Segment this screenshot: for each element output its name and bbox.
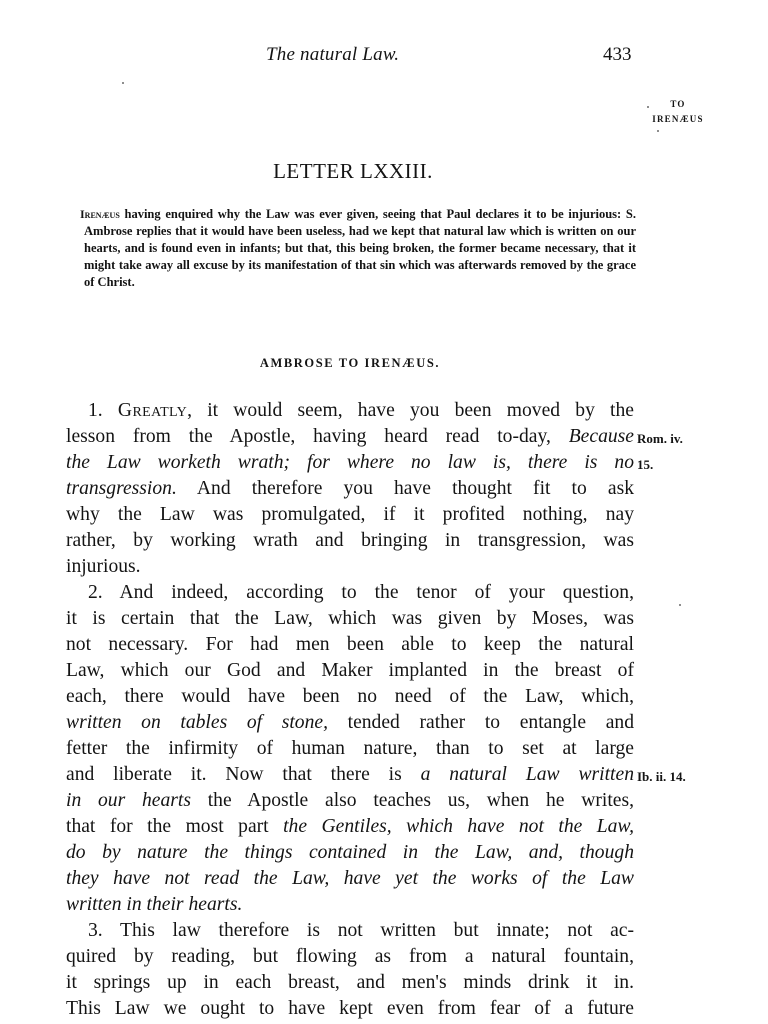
letter-address-heading: AMBROSE TO IRENÆUS. <box>259 356 441 370</box>
body-phrase: lesson from the Apostle, having heard read to-day, <box>66 426 569 447</box>
body-phrase: not necessary. For had men been able to keep the natural <box>66 634 634 655</box>
running-title: The natural Law. <box>266 44 400 65</box>
italic-phrase: a natural Law written <box>420 764 634 785</box>
italic-phrase: written on tables of stone, <box>66 712 328 733</box>
letter-summary <box>68 206 636 291</box>
body-phrase: fetter the infirmity of human nature, than to set at large <box>66 738 634 759</box>
body-line <box>66 424 634 450</box>
body-phrase: 2. And indeed, according to the tenor of your question, <box>88 582 634 603</box>
body-line <box>66 814 634 840</box>
body-line <box>66 736 634 762</box>
italic-phrase: the Gentiles, which have not the Law, <box>283 816 634 837</box>
body-line <box>66 398 634 424</box>
body-line <box>66 944 634 970</box>
body-phrase: This Law we ought to have kept even from fear of a future <box>66 998 634 1019</box>
body-phrase: the Apostle also teaches us, when he writes, <box>190 790 635 811</box>
body-phrase: it springs up in each breast, and men's minds drink it in. <box>66 972 634 993</box>
body-line <box>66 528 634 554</box>
body-phrase: Law, which our God and Maker implanted in the breast of <box>66 660 634 681</box>
body-phrase: that for the most part <box>66 816 284 837</box>
body-phrase: it is certain that the Law, which was given by Moses, was <box>66 608 634 629</box>
italic-phrase: the Law worketh wrath; for where no law is, there is no <box>66 452 634 473</box>
summary-lead-name: Irenæus <box>80 207 120 221</box>
italic-phrase: transgression. <box>66 478 177 499</box>
body-line <box>66 840 634 866</box>
body-line <box>66 476 634 502</box>
body-line <box>66 684 634 710</box>
body-line <box>66 606 634 632</box>
margin-reference: Rom. iv. <box>637 431 683 446</box>
body-phrase: , it would seem, have you been moved by the <box>187 400 634 421</box>
body-phrase: and liberate it. Now that there is <box>66 764 421 785</box>
scan-speck <box>679 604 681 606</box>
body-line <box>66 892 634 918</box>
body-phrase: tended rather to entangle and <box>327 712 634 733</box>
margin-reference: Ib. ii. 14. <box>637 769 686 784</box>
body-line <box>66 502 634 528</box>
body-line <box>66 918 634 944</box>
body-phrase: injurious. <box>66 556 141 577</box>
italic-phrase: in our hearts <box>66 790 191 811</box>
italic-phrase: Because <box>568 426 634 447</box>
body-phrase: why the Law was promulgated, if it profited nothing, nay <box>66 504 634 525</box>
body-line <box>66 632 634 658</box>
body-line <box>66 554 634 580</box>
body-line <box>66 450 634 476</box>
small-caps-word: Greatly <box>117 400 188 421</box>
summary-text: having enquired why the Law was ever given, seeing that Paul declares it to be injurious: S. Ambrose replies that it would have been useless, had we kept that natural law which is written on our hearts, and is found even in infants; but that, this being broken, the former became necessary, that it might take away all excuse by its manifestation of that sin which was afterwards removed by the grace of Christ. <box>84 207 636 289</box>
italic-phrase: do by nature the things contained in the Law, and, though <box>66 842 634 863</box>
body-line <box>66 970 634 996</box>
body-phrase: And therefore you have thought fit to ask <box>176 478 634 499</box>
body-line <box>66 710 634 736</box>
scan-speck <box>122 82 124 84</box>
italic-phrase: they have not read the Law, have yet the works of the Law <box>66 868 634 889</box>
body-line <box>66 580 634 606</box>
letter-body <box>66 398 634 1022</box>
body-line <box>66 996 634 1022</box>
body-phrase: 1. <box>88 400 118 421</box>
corner-note <box>632 97 724 127</box>
body-line <box>66 866 634 892</box>
body-phrase: each, there would have been no need of the Law, which, <box>66 686 634 707</box>
corner-note-line: IRENÆUS <box>652 114 704 124</box>
body-phrase: rather, by working wrath and bringing in transgression, was <box>66 530 634 551</box>
page-number: 433 <box>603 44 632 65</box>
body-line <box>66 658 634 684</box>
scan-speck <box>657 130 659 132</box>
corner-note-line: TO <box>670 99 686 109</box>
body-phrase: quired by reading, but flowing as from a natural fountain, <box>66 946 634 967</box>
body-line <box>66 788 634 814</box>
italic-phrase: written in their hearts. <box>66 894 243 915</box>
margin-reference: 15. <box>637 457 654 472</box>
letter-heading: LETTER LXXIII. <box>273 159 433 183</box>
body-phrase: 3. This law therefore is not written but innate; not ac- <box>88 920 634 941</box>
body-line <box>66 762 634 788</box>
